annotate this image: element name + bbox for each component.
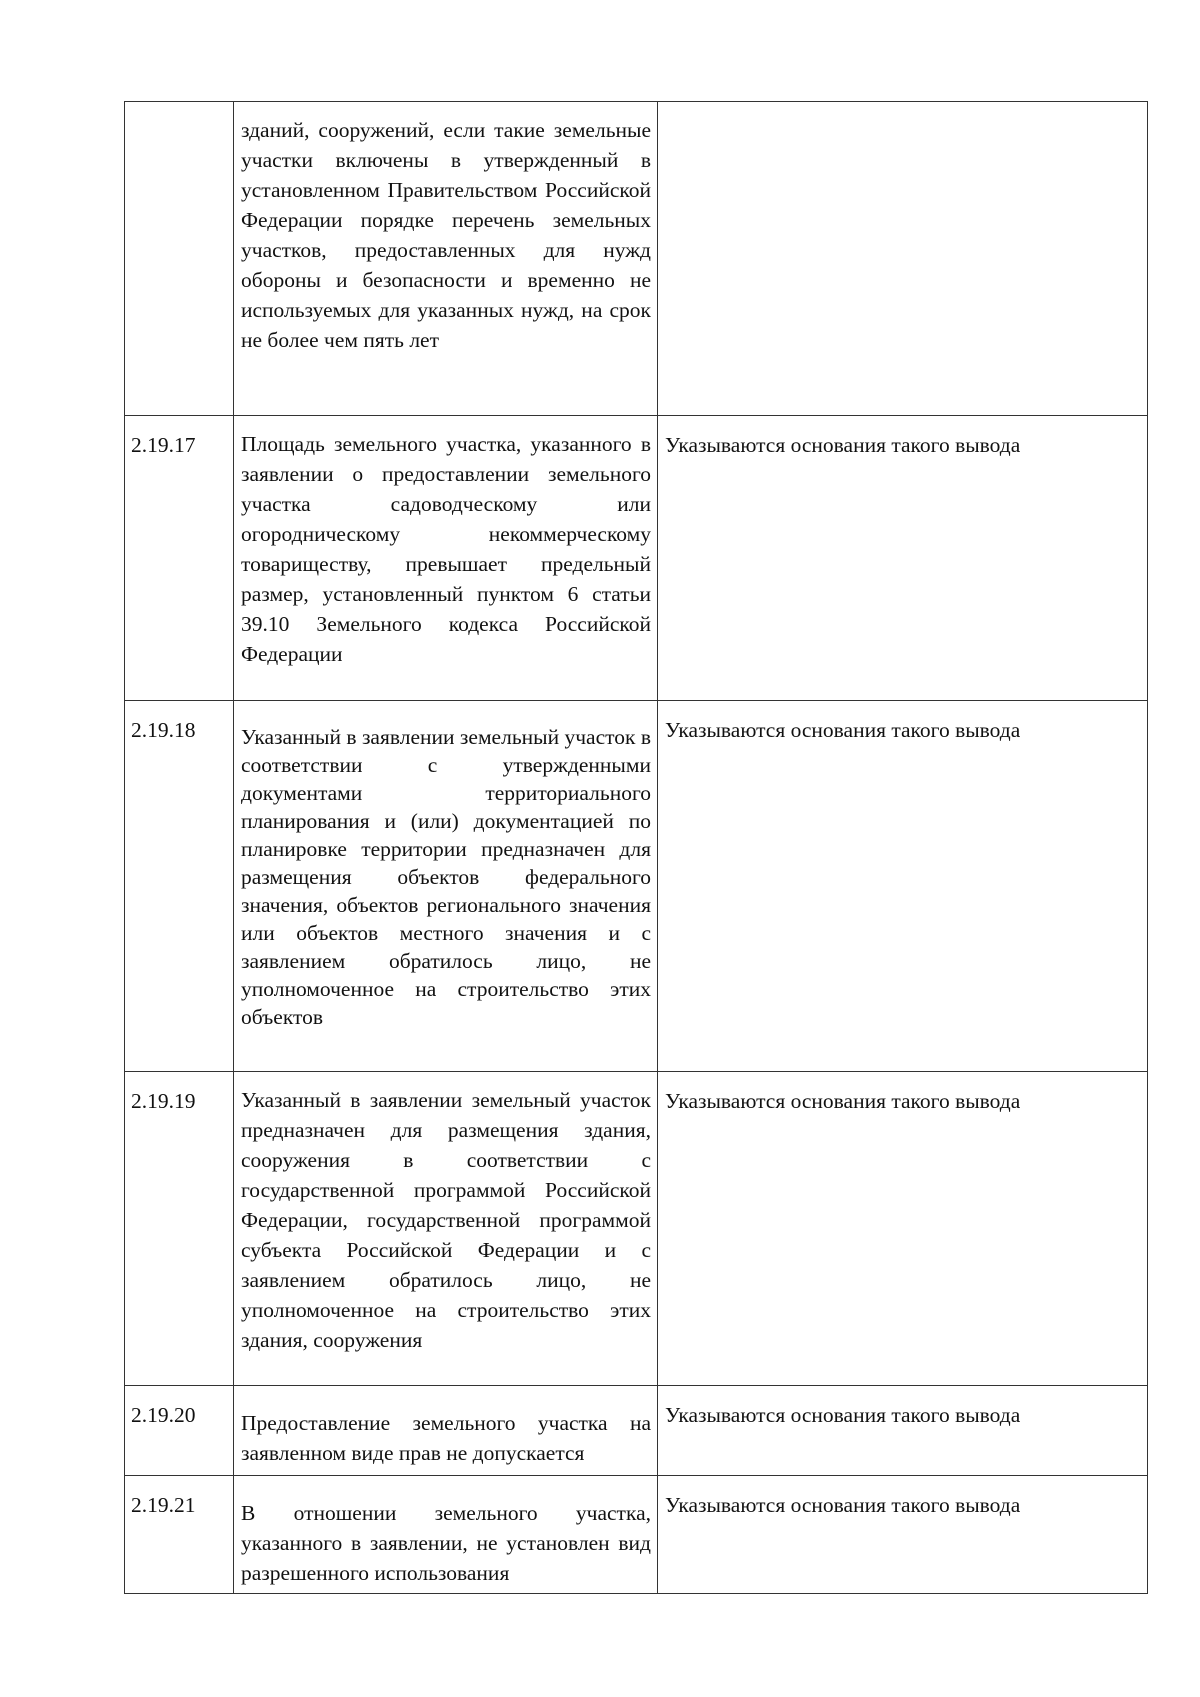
row-number: 2.19.18 — [125, 701, 234, 1072]
table-row — [125, 1072, 1148, 1386]
row-description: Предоставление земельного участка на заявленном виде прав не допускается — [234, 1386, 658, 1476]
row-number: 2.19.20 — [125, 1386, 234, 1476]
row-result: Указываются основания такого вывода — [658, 701, 1148, 1072]
row-description: Указанный в заявлении земельный участок предназначен для размещения здания, сооружения в соответствии с государственной программой Российской Федерации, государственной программой субъекта Российской Федерации и с заявлением обратилось лицо, не уполномоченное на строительство этих здания, сооружения — [234, 1072, 658, 1386]
table-row — [125, 102, 1148, 416]
table-row — [125, 1386, 1148, 1476]
row-result: Указываются основания такого вывода — [658, 416, 1148, 701]
table-row — [125, 416, 1148, 701]
row-result: Указываются основания такого вывода — [658, 1072, 1148, 1386]
row-description: Площадь земельного участка, указанного в заявлении о предоставлении земельного участка садоводческому или огородническому некоммерческому товариществу, превышает предельный размер, установленный пунктом 6 статьи 39.10 Земельного кодекса Российской Федерации — [234, 416, 658, 701]
row-description: Указанный в заявлении земельный участок в соответствии с утвержденными документами территориального планирования и (или) документацией по планировке территории предназначен для размещения объектов федерального значения, объектов регионального значения или объектов местного значения и с заявлением обратилось лицо, не уполномоченное на строительство этих объектов — [234, 701, 658, 1072]
table-row — [125, 1476, 1148, 1594]
row-number — [125, 102, 234, 416]
row-description: зданий, сооружений, если такие земельные участки включены в утвержденный в установленном Правительством Российской Федерации порядке перечень земельных участков, предоставленных для нужд обороны и безопасности и временно не используемых для указанных нужд, на срок не более чем пять лет — [234, 102, 658, 416]
table-row — [125, 701, 1148, 1072]
grounds-table — [124, 101, 1148, 1594]
row-number: 2.19.19 — [125, 1072, 234, 1386]
row-description: В отношении земельного участка, указанного в заявлении, не установлен вид разрешенного использования — [234, 1476, 658, 1594]
row-result — [658, 102, 1148, 416]
row-number: 2.19.21 — [125, 1476, 234, 1594]
row-number: 2.19.17 — [125, 416, 234, 701]
row-result: Указываются основания такого вывода — [658, 1386, 1148, 1476]
row-result: Указываются основания такого вывода — [658, 1476, 1148, 1594]
